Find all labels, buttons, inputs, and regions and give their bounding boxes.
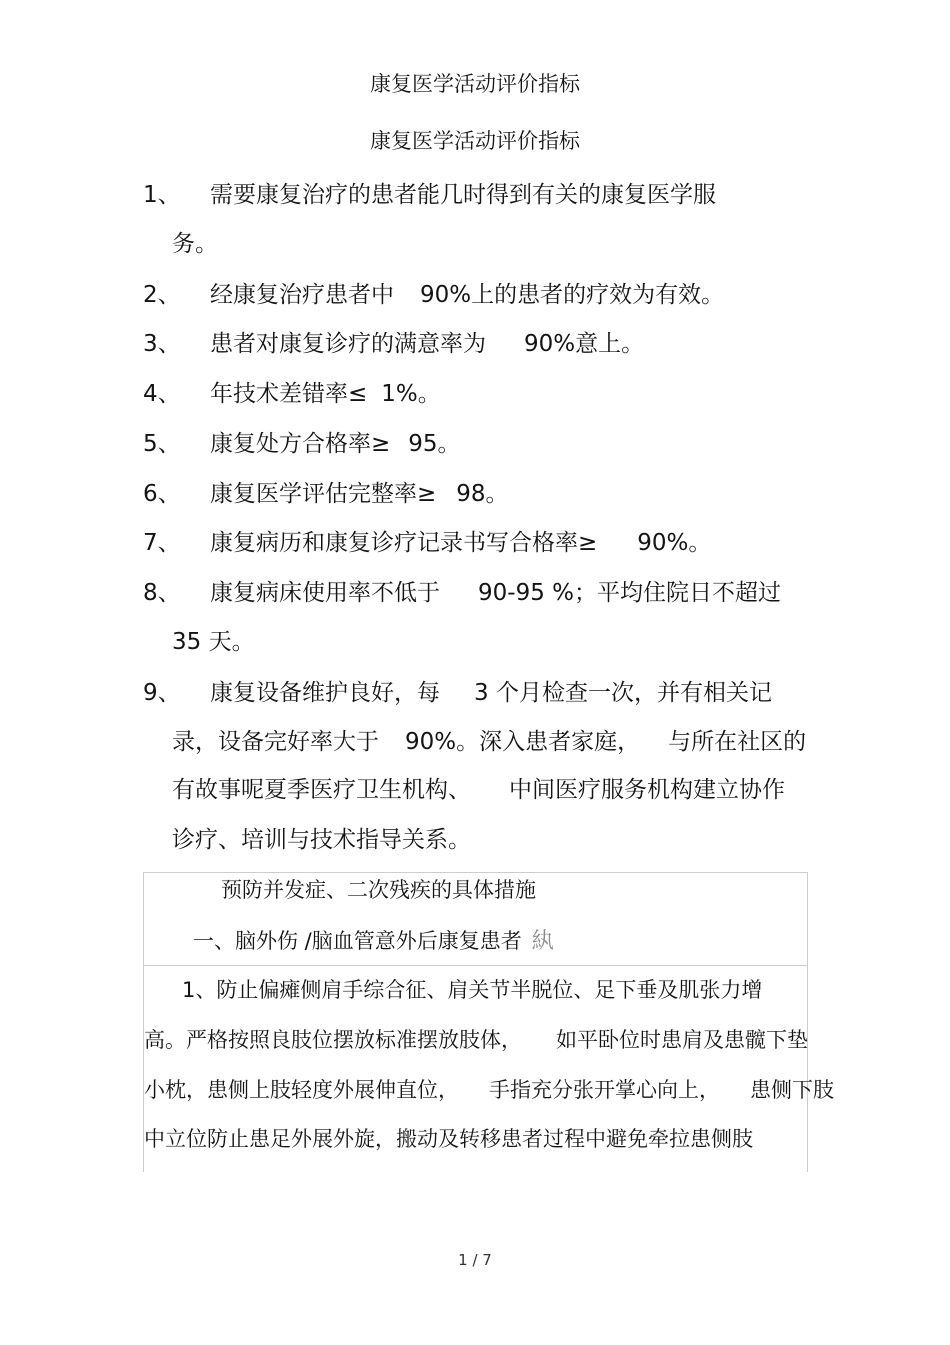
paragraph-text: 高。严格按照良肢位摆放标准摆放肢体，: [144, 1028, 522, 1052]
item-text: [172, 775, 785, 805]
item-text-part: 中间医疗服务机构建立协作: [509, 777, 785, 803]
item-number: 6、: [143, 481, 181, 507]
box-separator: [144, 965, 807, 966]
box-top-border: [144, 872, 807, 873]
item-text-part: 年技术差错率≤: [210, 381, 368, 407]
document-title: 康复医学活动评价指标: [370, 129, 580, 153]
page-number: 1 / 7: [458, 1251, 492, 1269]
paragraph-line: [182, 976, 762, 1004]
item-text-part: 有故事呢夏季医疗卫生机构、: [172, 777, 471, 803]
item-text: 务。: [172, 231, 218, 257]
item-text-part: 90%。: [637, 530, 712, 556]
item-number: 3、: [143, 331, 181, 357]
item-text-part: 康复设备维护良好，每: [210, 680, 440, 706]
item-text-part: 录，设备完好率大于: [172, 729, 379, 755]
item-number: 4、: [143, 381, 181, 407]
item-number: 9、: [143, 680, 181, 706]
item-number: 8、: [143, 580, 181, 606]
item-text: [210, 280, 724, 310]
item-text: 需要康复治疗的患者能几时得到有关的康复医学服: [210, 182, 716, 208]
item-text: [210, 578, 781, 608]
item-text: [210, 379, 441, 409]
item-number: 7、: [143, 530, 181, 556]
item-text-part: 3 个月检查一次，并有相关记: [474, 680, 772, 706]
paragraph-text: 手指充分张开掌心向上，: [489, 1078, 720, 1102]
item-text: [210, 479, 509, 509]
item-text: [210, 528, 711, 558]
stamp-glyph: 紈: [531, 929, 554, 954]
item-text: 35 天。: [172, 629, 255, 655]
item-text: [210, 678, 772, 708]
item-text-part: 90%上的患者的疗效为有效。: [420, 282, 725, 308]
item-text-part: 经康复治疗患者中: [210, 282, 394, 308]
item-text: [210, 429, 461, 459]
section-subtitle: [193, 927, 554, 956]
item-text-part: 患者对康复诊疗的满意率为: [210, 331, 486, 357]
item-text-part: 康复病历和康复诊疗记录书写合格率≥: [210, 530, 598, 556]
paragraph-line: [144, 1076, 834, 1104]
paragraph-text: 1、防止偏瘫侧肩手综合征、肩关节半脱位、足下垂及肌张力增: [182, 978, 763, 1002]
item-text-part: 90%。深入患者家庭，: [405, 729, 641, 755]
item-text-part: 与所在社区的: [668, 729, 807, 755]
running-title: 康复医学活动评价指标: [370, 72, 580, 96]
item-text-part: 98。: [456, 481, 509, 507]
paragraph-text: 如平卧位时患肩及患髋下垫: [556, 1028, 808, 1052]
measures-section-box: [143, 872, 834, 1172]
paragraph-text: 患侧下肢: [750, 1078, 834, 1102]
item-text: [210, 329, 644, 359]
item-text: [172, 727, 806, 757]
item-number: 1、: [143, 182, 181, 208]
item-text-part: 1%。: [381, 381, 441, 407]
item-text: 诊疗、培训与技术指导关系。: [172, 827, 471, 853]
item-text-part: 康复医学评估完整率≥: [210, 481, 437, 507]
item-number: 5、: [143, 431, 181, 457]
item-text-part: 90-95 %；平均住院日不超过: [478, 580, 781, 606]
paragraph-line: [144, 1026, 808, 1054]
paragraph-text: 中立位防止患足外展外旋，搬动及转移患者过程中避免牵拉患侧肢: [144, 1127, 753, 1151]
item-text-part: 康复处方合格率≥: [210, 431, 391, 457]
item-text-part: 康复病床使用率不低于: [210, 580, 440, 606]
section-subtitle-text: 一、脑外伤 /脑血管意外后康复患者: [193, 929, 522, 953]
item-text-part: 90%意上。: [524, 331, 645, 357]
item-text-part: 95。: [408, 431, 461, 457]
paragraph-line: [144, 1125, 753, 1153]
item-number: 2、: [143, 282, 181, 308]
section-title: 预防并发症、二次残疾的具体措施: [221, 878, 536, 902]
paragraph-text: 小枕，患侧上肢轻度外展伸直位，: [144, 1078, 459, 1102]
